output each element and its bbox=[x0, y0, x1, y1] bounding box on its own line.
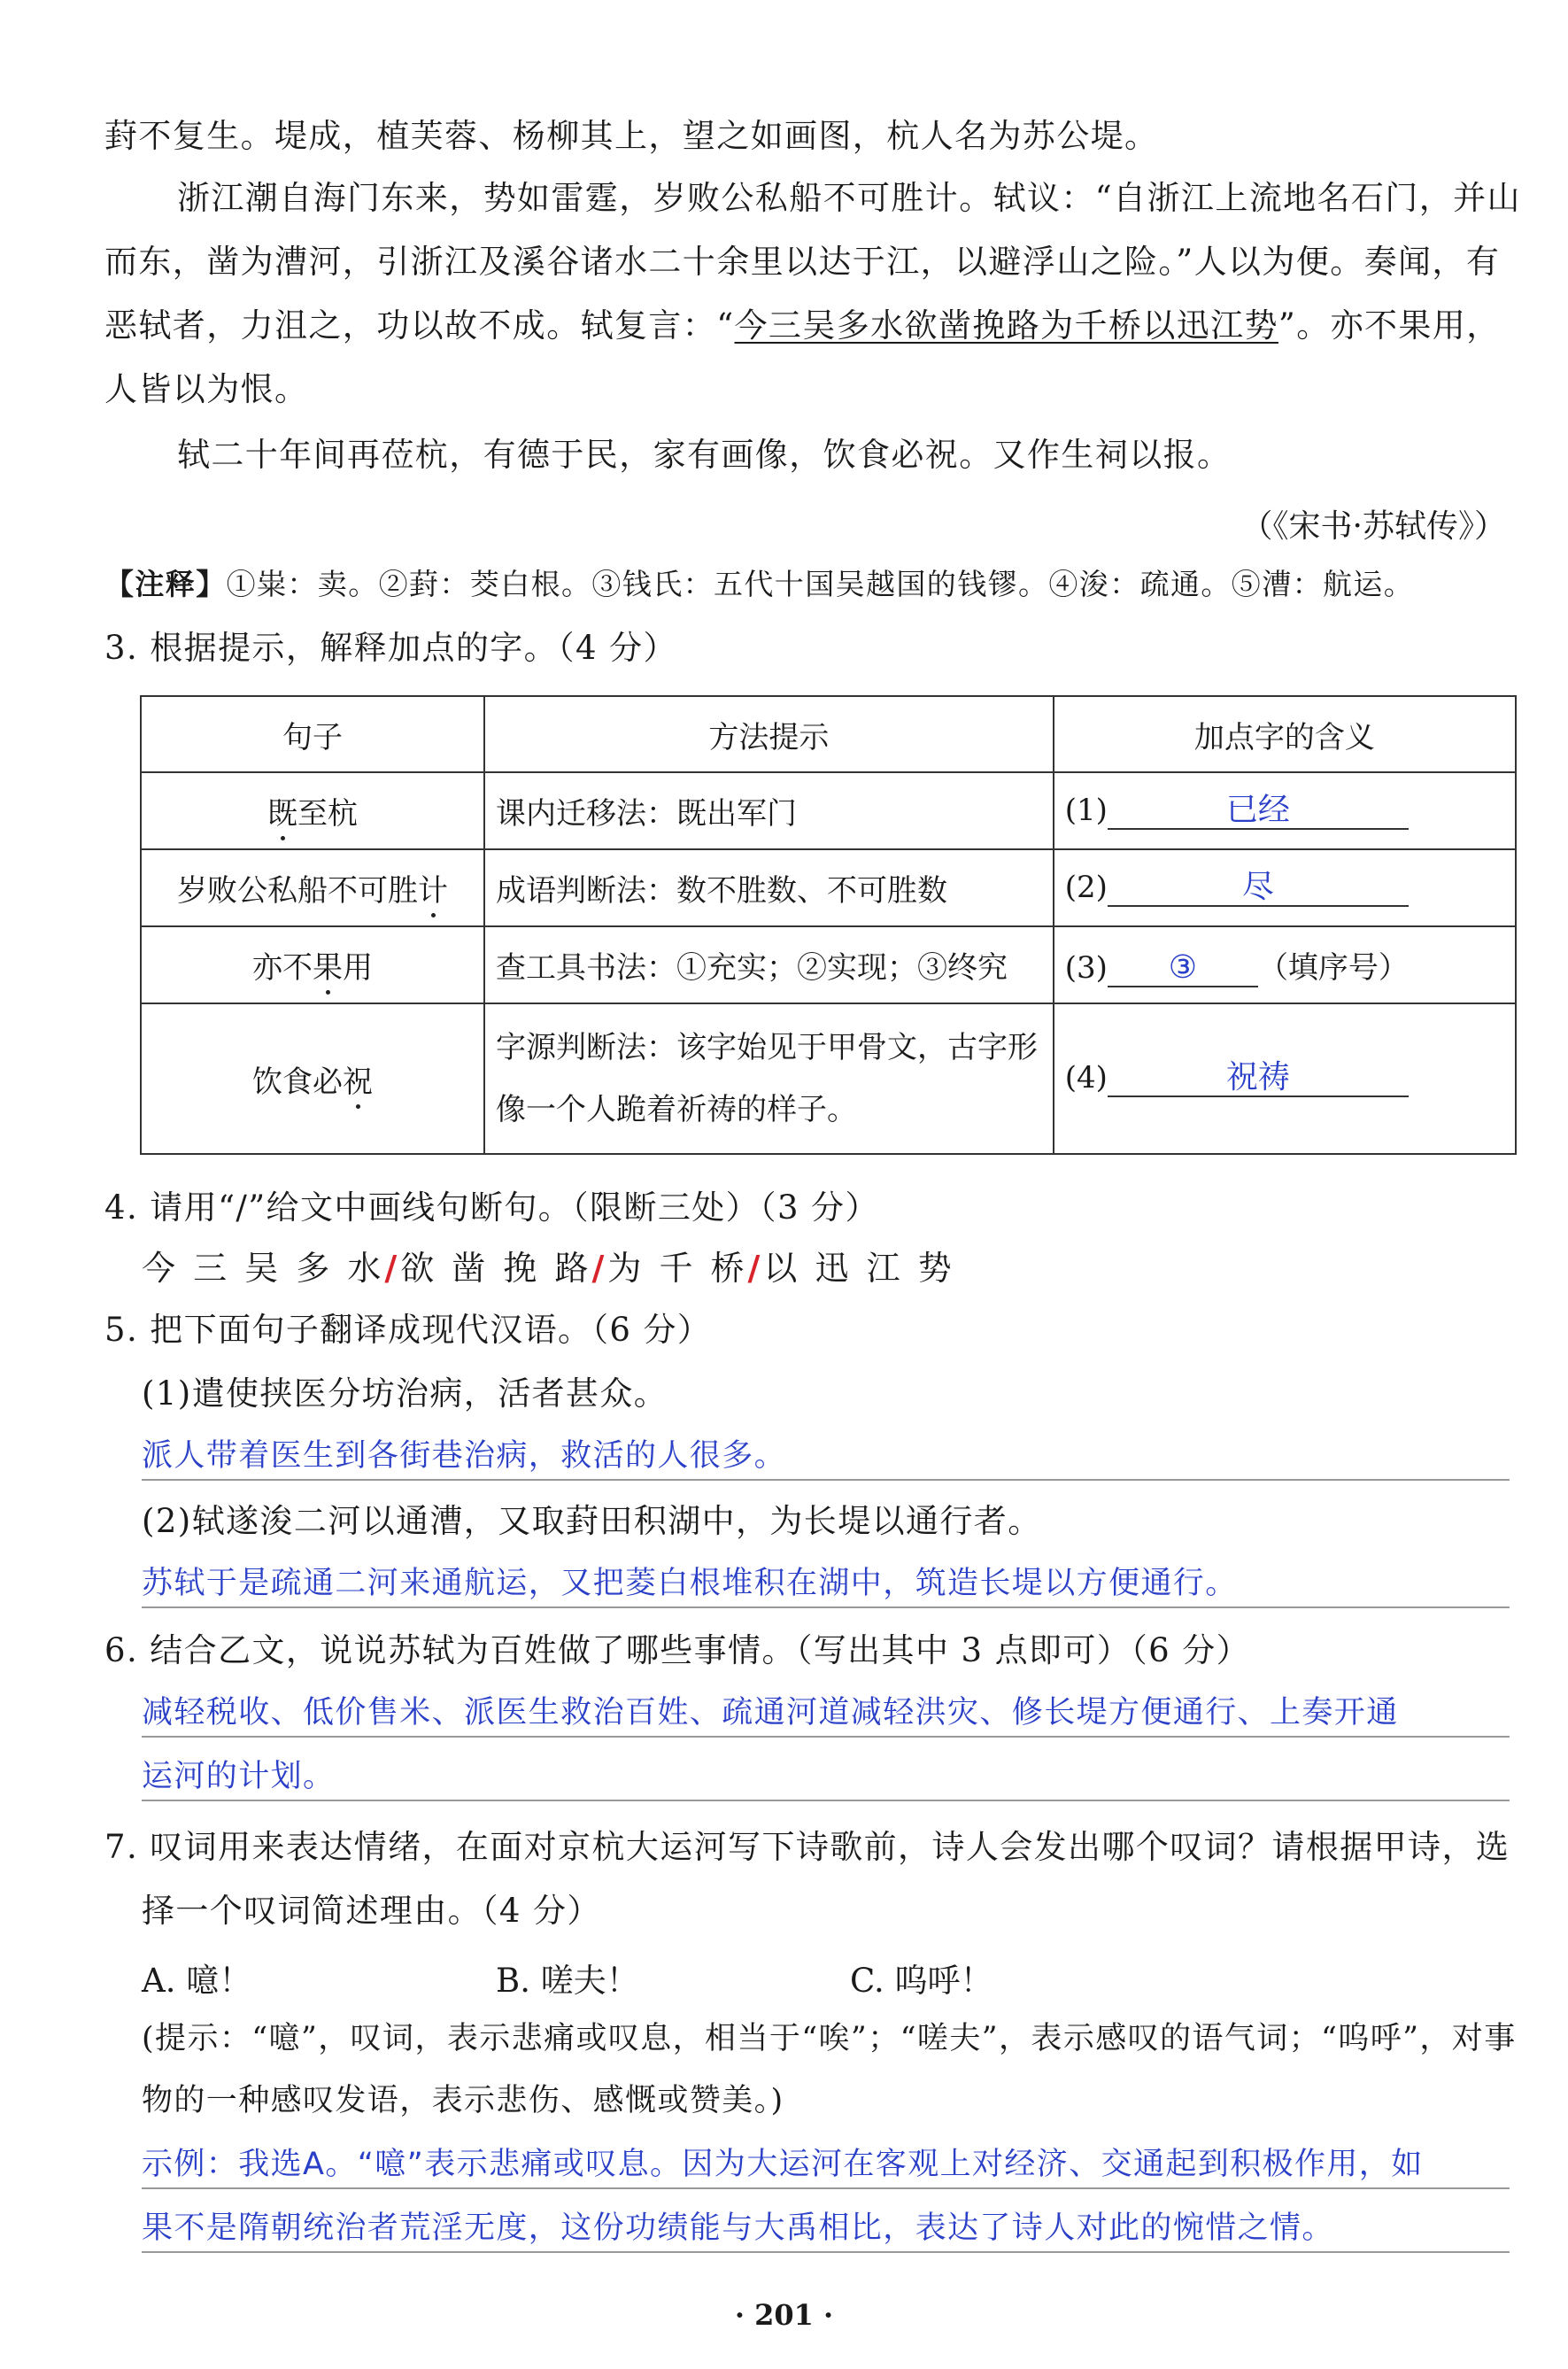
passage-line: 浙江潮自海门东来，势如雷霆，岁败公私船不可胜计。轼议：“自浙江上流地名石门，并山 bbox=[177, 179, 1521, 217]
answer-blank[interactable]: 祝祷 bbox=[1108, 1060, 1409, 1097]
passage-line: 轼二十年间再莅杭，有德于民，家有画像，饮食必祝。又作生祠以报。 bbox=[177, 436, 1232, 474]
question-5-sentence-1: (1)遣使挟医分坊治病，活者甚众。 bbox=[142, 1374, 668, 1413]
dotted-character: 既 bbox=[267, 796, 298, 832]
answer-text: 运河的计划。 bbox=[142, 1759, 336, 1794]
passage-text: 恶轼者，力沮之，功以故不成。轼复言：“ bbox=[104, 306, 735, 345]
answer-text: 派人带着医生到各街巷治病，救活的人很多。 bbox=[142, 1438, 787, 1474]
answer-cell: (3) ③ （填序号） bbox=[1054, 926, 1516, 1003]
passage-line: 葑不复生。堤成，植芙蓉、杨柳其上，望之如画图，杭人名为苏公堤。 bbox=[104, 117, 1159, 155]
underlined-sentence: 今三吴多水欲凿挽路为千桥以迅江势 bbox=[734, 306, 1278, 345]
question-3-table bbox=[140, 695, 1517, 1155]
answer-blank[interactable]: 尽 bbox=[1108, 870, 1409, 907]
hint-cell: 查工具书法：①充实；②实现；③终究 bbox=[484, 926, 1054, 1003]
passage-line: 而东，凿为漕河，引浙江及溪谷诸水二十余里以达于江，以避浮山之险。”人以为便。奏闻，有 bbox=[104, 243, 1501, 281]
answer-text: 示例：我选A。“噫”表示悲痛或叹息。因为大运河在客观上对经济、交通起到积极作用，如 bbox=[142, 2147, 1424, 2182]
option-a: A. 噫！ bbox=[142, 1962, 252, 2000]
sentence-cell: 亦不果用 bbox=[141, 926, 484, 1003]
sentence-cell: 既至杭 bbox=[141, 772, 484, 849]
answer-rule bbox=[142, 2251, 1510, 2253]
table-row bbox=[141, 772, 1516, 849]
sentence-cell: 岁败公私船不可胜计 bbox=[141, 849, 484, 926]
table-header: 句子 bbox=[141, 696, 484, 772]
slash-mark: / bbox=[591, 1248, 608, 1288]
answer-cell: (4) 祝祷 bbox=[1054, 1003, 1516, 1154]
option-b: B. 嗟夫！ bbox=[496, 1962, 639, 2000]
question-7-hint: 物的一种感叹发语，表示悲伤、感慨或赞美。) bbox=[142, 2083, 784, 2118]
question-7-title: 择一个叹词简述理由。（4 分） bbox=[142, 1892, 601, 1930]
question-5-sentence-2: (2)轼遂浚二河以通漕，又取葑田积湖中，为长堤以通行者。 bbox=[142, 1502, 1042, 1540]
notes-text: ①粜：卖。②葑：茭白根。③钱氏：五代十国吴越国的钱镠。④浚：疏通。⑤漕：航运。 bbox=[226, 567, 1415, 601]
question-6-title: 6. 结合乙文，说说苏轼为百姓做了哪些事情。（写出其中 3 点即可）（6 分） bbox=[104, 1631, 1251, 1669]
slash-mark: / bbox=[747, 1248, 764, 1288]
answer-text: 苏轼于是疏通二河来通航运，又把菱白根堆积在湖中，筑造长堤以方便通行。 bbox=[142, 1566, 1238, 1601]
answer-rule bbox=[142, 1606, 1510, 1608]
question-5-title: 5. 把下面句子翻译成现代汉语。（6 分） bbox=[104, 1311, 712, 1349]
dotted-character: 祝 bbox=[343, 1064, 374, 1100]
answer-blank[interactable]: 已经 bbox=[1108, 793, 1409, 830]
table-row bbox=[141, 1003, 1516, 1154]
hint-cell: 字源判断法：该字始见于甲骨文，古字形像一个人跪着祈祷的样子。 bbox=[484, 1003, 1054, 1154]
notes bbox=[104, 563, 1414, 606]
answer-cell: (2) 尽 bbox=[1054, 849, 1516, 926]
passage-source: （《宋书·苏轼传》） bbox=[1240, 508, 1506, 545]
question-7-title: 7. 叹词用来表达情绪，在面对京杭大运河写下诗歌前，诗人会发出哪个叹词？请根据甲诗，选 bbox=[104, 1828, 1510, 1866]
notes-label: 【注释】 bbox=[104, 567, 227, 601]
answer-rule bbox=[142, 1736, 1510, 1738]
table-header: 加点字的含义 bbox=[1054, 696, 1516, 772]
question-3-title: 3. 根据提示，解释加点的字。（4 分） bbox=[104, 629, 677, 667]
hint-cell: 成语判断法：数不胜数、不可胜数 bbox=[484, 849, 1054, 926]
passage-text: ”。亦不果用， bbox=[1278, 306, 1501, 345]
question-4-title: 4. 请用“/”给文中画线句断句。（限断三处）（3 分） bbox=[104, 1188, 879, 1227]
dotted-character: 果 bbox=[313, 950, 344, 986]
answer-blank[interactable]: ③ bbox=[1108, 950, 1258, 987]
answer-cell: (1) 已经 bbox=[1054, 772, 1516, 849]
slash-mark: / bbox=[384, 1248, 401, 1288]
passage-line: 人皆以为恨。 bbox=[104, 370, 309, 408]
answer-text: 减轻税收、低价售米、派医生救治百姓、疏通河道减轻洪灾、修长堤方便通行、上奏开通 bbox=[142, 1695, 1399, 1730]
table-header-row bbox=[141, 696, 1516, 772]
question-7-hint: (提示：“噫”，叹词，表示悲痛或叹息，相当于“唉”；“嗟夫”，表示感叹的语气词；“呜呼”，对事 bbox=[142, 2021, 1517, 2056]
dotted-character: 计 bbox=[418, 873, 449, 909]
table-row bbox=[141, 849, 1516, 926]
option-c: C. 呜呼！ bbox=[850, 1962, 993, 2000]
passage-line bbox=[104, 305, 1501, 347]
answer-rule bbox=[142, 1800, 1510, 1801]
table-row bbox=[141, 926, 1516, 1003]
hint-cell: 课内迁移法：既出军门 bbox=[484, 772, 1054, 849]
page-number: · 201 · bbox=[734, 2298, 834, 2332]
sentence-segmentation: 今 三 吴 多 水/欲 凿 挽 路/为 千 桥/以 迅 江 势 bbox=[142, 1248, 955, 1288]
table-header: 方法提示 bbox=[484, 696, 1054, 772]
answer-rule bbox=[142, 2187, 1510, 2189]
answer-rule bbox=[142, 1479, 1510, 1481]
sentence-cell: 饮食必祝 bbox=[141, 1003, 484, 1154]
answer-text: 果不是隋朝统治者荒淫无度，这份功绩能与大禹相比，表达了诗人对此的惋惜之情。 bbox=[142, 2210, 1334, 2246]
